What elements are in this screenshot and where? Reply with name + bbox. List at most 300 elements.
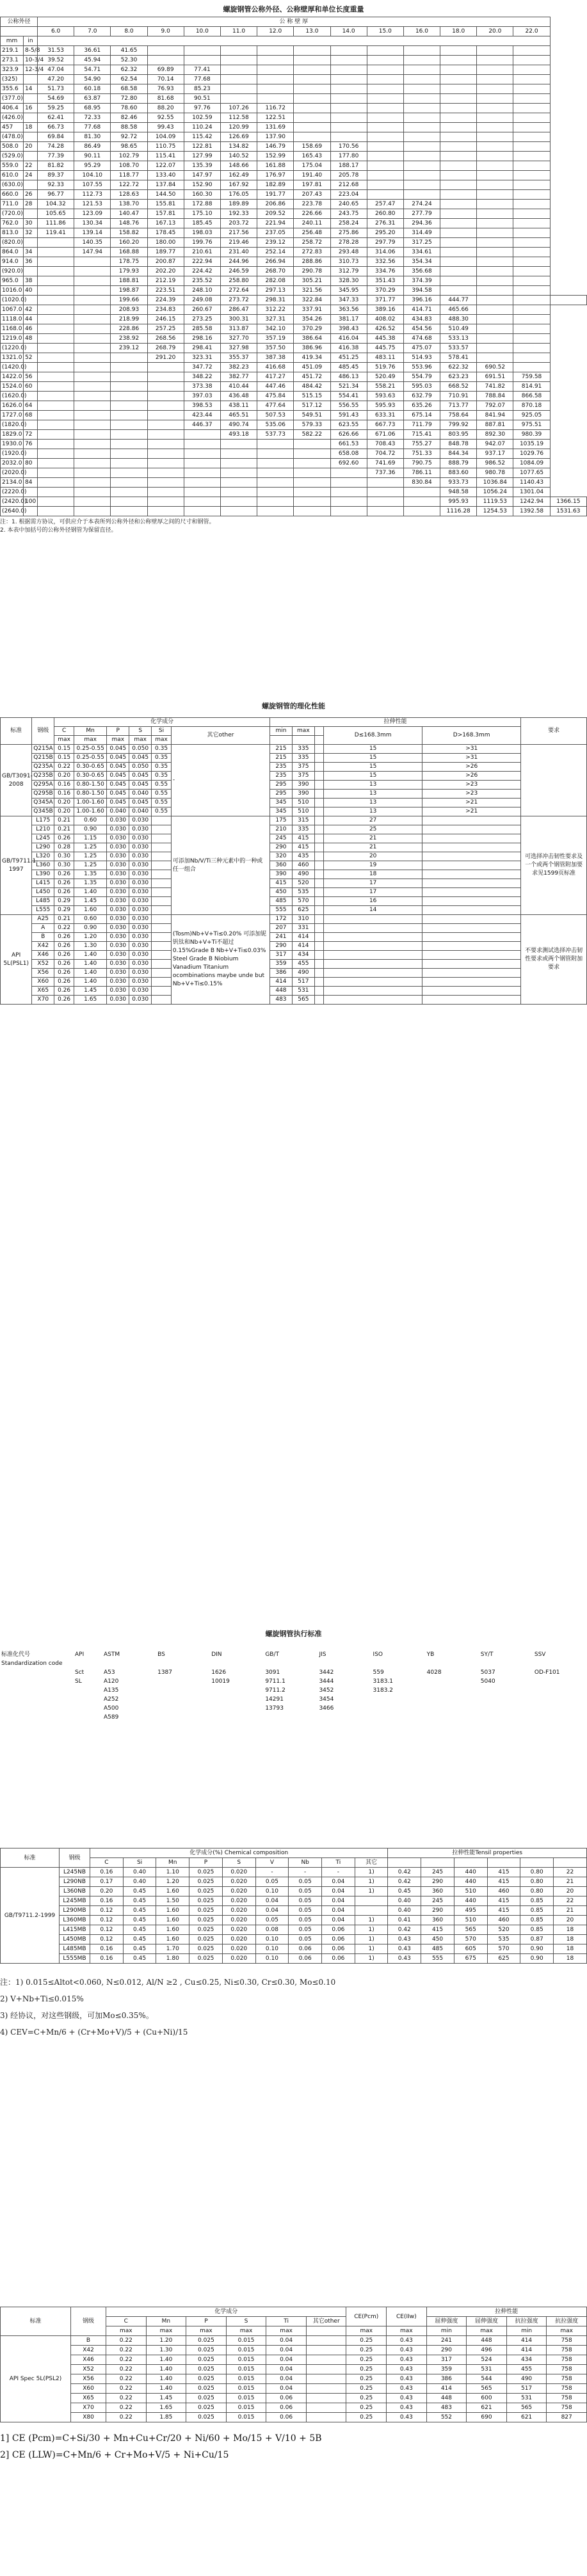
weight-cell: 387.38 — [257, 353, 294, 363]
table-row — [1, 468, 587, 478]
value-cell: L290 — [32, 843, 54, 852]
weight-cell — [513, 113, 550, 123]
weight-cell — [294, 75, 330, 84]
value-cell: L555 — [32, 906, 54, 915]
std-col-header: SY/T — [480, 1651, 494, 1658]
weight-cell: 172.88 — [184, 200, 220, 209]
ce2-header: CE(IIw) — [387, 2307, 427, 2326]
element-header: P — [107, 727, 129, 736]
weight-cell: 182.89 — [257, 180, 294, 190]
standard-cell: API Spec 5L(PSL2) — [1, 2336, 71, 2422]
value-cell — [422, 924, 521, 933]
weight-cell — [440, 142, 477, 152]
max-label: max — [74, 736, 106, 745]
weight-cell: 342.10 — [257, 324, 294, 334]
value-cell — [152, 996, 172, 1005]
weight-cell: 285.58 — [184, 324, 220, 334]
value-cell: 520 — [292, 879, 314, 888]
value-cell: 555 — [269, 906, 292, 915]
value-cell: 0.025 — [186, 2346, 227, 2355]
value-cell: 0.06 — [266, 2394, 307, 2403]
weight-cell: 758.64 — [440, 411, 477, 420]
weight-cell: 517.12 — [294, 401, 330, 411]
weight-cell — [513, 46, 550, 56]
weight-cell — [513, 276, 550, 286]
weight-cell: 690.52 — [477, 363, 513, 372]
weight-cell — [403, 104, 440, 113]
value-cell: 1.35 — [74, 870, 106, 879]
in-label: in — [24, 36, 38, 46]
weight-cell — [38, 344, 74, 353]
weight-cell: 206.86 — [257, 200, 294, 209]
section-title: 螺旋钢管执行标准 — [265, 1630, 322, 1638]
weight-cell — [111, 459, 147, 468]
value-cell: X70 — [71, 2403, 106, 2413]
inch-cell: 38 — [24, 276, 38, 286]
value-cell: 0.030 — [129, 843, 152, 852]
weight-cell: 398.53 — [184, 401, 220, 411]
tensile-subheader — [388, 1858, 421, 1868]
value-cell: 0.25 — [346, 2374, 387, 2384]
inch-cell: 26 — [24, 190, 38, 200]
value-cell: 570 — [487, 1944, 520, 1954]
value-cell: 1.15 — [74, 834, 106, 843]
tensile-subheader — [421, 1858, 454, 1868]
table-row — [1, 745, 587, 754]
weight-cell — [74, 430, 111, 440]
weight-cell: 97.76 — [184, 104, 220, 113]
inch-cell: 44 — [24, 315, 38, 324]
od-cell: 457 — [1, 123, 24, 132]
weight-cell: 90.11 — [74, 152, 111, 161]
value-cell: 565 — [467, 2384, 507, 2394]
weight-cell: 52.30 — [111, 56, 147, 65]
value-cell: 0.025 — [189, 1954, 223, 1964]
element-header: 其它 — [355, 1858, 388, 1868]
weight-cell — [74, 459, 111, 468]
weight-cell — [367, 488, 403, 497]
inch-cell: 24 — [24, 171, 38, 180]
section-title: 螺旋钢管公称外径、公称壁厚和单位长度重量 — [223, 5, 364, 13]
value-cell: X70 — [32, 996, 54, 1005]
weight-cell: 185.45 — [184, 219, 220, 228]
weight-cell: 486.13 — [330, 372, 367, 382]
value-cell: 1.25 — [74, 861, 106, 870]
weight-cell: 126.69 — [220, 132, 257, 142]
value-cell: 0.60 — [74, 816, 106, 825]
value-cell — [314, 790, 323, 799]
weight-cell: 268.56 — [147, 334, 184, 344]
od-cell: 1067.0 — [1, 305, 24, 315]
weight-cell — [38, 276, 74, 286]
value-cell: 0.30-0.65 — [74, 772, 106, 781]
value-cell: 1) — [355, 1877, 388, 1887]
value-cell: 0.29 — [54, 897, 74, 906]
value-cell: 0.15 — [54, 745, 74, 754]
weight-cell: 298.31 — [257, 296, 294, 305]
weight-cell — [513, 200, 550, 209]
weight-cell: 313.87 — [220, 324, 257, 334]
weight-cell — [220, 488, 257, 497]
tensile-subheader: 抗拉强度 — [506, 2317, 547, 2326]
table-row — [1, 276, 587, 286]
weight-cell: 257.25 — [147, 324, 184, 334]
value-cell: 390 — [292, 781, 314, 790]
value-cell: 15 — [324, 772, 422, 781]
weight-cell: 788.84 — [477, 392, 513, 401]
weight-cell: 78.60 — [111, 104, 147, 113]
weight-cell: 866.58 — [513, 392, 550, 401]
value-cell: 0.29 — [54, 906, 74, 915]
value-cell: 0.05 — [255, 1877, 289, 1887]
value-cell: 0.045 — [107, 772, 129, 781]
value-cell: 0.040 — [129, 807, 152, 816]
value-cell: L390 — [32, 870, 54, 879]
weight-cell: 104.10 — [74, 171, 111, 180]
table-row — [1, 459, 587, 468]
value-cell — [306, 2374, 346, 2384]
other-cell: (Tosm)Nb+V+Ti≤0.20% 可添加铌钒钛和Nb+V+Ti不超过0.15%Grade B Nb+V+Ti≤0.03% Steel Grade B Niobium Vanadium Titanium ocombinations maybe unde but Nb+V+Ti≤0.15% — [171, 915, 269, 1005]
od-cell: (1820.0) — [1, 420, 24, 430]
weight-cell: 297.79 — [367, 238, 403, 248]
weight-cell: 1029.76 — [513, 449, 550, 459]
value-cell — [152, 888, 172, 897]
weight-cell: 223.04 — [330, 190, 367, 200]
value-cell: 0.030 — [107, 951, 129, 960]
weight-cell: 549.51 — [294, 411, 330, 420]
weight-cell: 105.65 — [38, 209, 74, 219]
weight-cell — [440, 104, 477, 113]
std-cell — [264, 1713, 318, 1722]
weight-cell: 751.33 — [403, 449, 440, 459]
value-cell: 0.12 — [90, 1906, 124, 1916]
table-row — [1, 411, 587, 420]
weight-cell — [257, 459, 294, 468]
weight-cell: 248.10 — [184, 286, 220, 296]
value-cell: 0.25 — [346, 2394, 387, 2403]
value-cell — [152, 816, 172, 825]
weight-cell — [147, 468, 184, 478]
weight-cell: 414.71 — [403, 305, 440, 315]
value-cell: X60 — [71, 2384, 106, 2394]
weight-cell: 790.75 — [403, 459, 440, 468]
value-cell: 455 — [506, 2365, 547, 2374]
weight-cell — [513, 219, 550, 228]
value-cell: 0.45 — [123, 1896, 156, 1906]
weight-cell — [477, 296, 513, 305]
remark-cell: 不要求测试选择冲击韧性要求或两个钢管附加要求 — [521, 915, 587, 1005]
weight-cell — [74, 401, 111, 411]
std-cell — [533, 1713, 587, 1722]
value-cell: 0.10 — [255, 1887, 289, 1896]
weight-cell: 131.69 — [257, 123, 294, 132]
weight-cell — [74, 344, 111, 353]
weight-cell — [38, 420, 74, 430]
weight-cell — [147, 440, 184, 449]
value-cell: 25 — [324, 825, 422, 834]
weight-cell: 298.41 — [184, 344, 220, 353]
inch-cell: 40 — [24, 286, 38, 296]
value-cell — [422, 960, 521, 969]
weight-cell: 293.48 — [330, 248, 367, 257]
weight-cell: 933.73 — [440, 478, 477, 488]
table-row — [0, 1650, 587, 1659]
value-cell: 565 — [292, 996, 314, 1005]
value-cell: 0.04 — [266, 2346, 307, 2355]
value-cell — [355, 1896, 388, 1906]
value-cell: 0.050 — [129, 763, 152, 772]
table-row — [1, 772, 587, 781]
value-cell: 0.25 — [346, 2384, 387, 2394]
value-cell: 0.21 — [54, 825, 74, 834]
value-cell: 0.04 — [266, 2374, 307, 2384]
value-cell: 0.025 — [186, 2394, 227, 2403]
grade-header: 钢级 — [32, 718, 54, 745]
value-cell: 0.06 — [266, 2403, 307, 2413]
od-cell: 610.0 — [1, 171, 24, 180]
element-header: C — [54, 727, 74, 736]
value-cell: 531 — [506, 2394, 547, 2403]
value-cell: 0.43 — [387, 2365, 427, 2374]
weight-cell — [38, 324, 74, 334]
value-cell: 0.025 — [186, 2413, 227, 2422]
value-cell — [314, 987, 323, 996]
weight-cell: 77.68 — [74, 123, 111, 132]
max-label: max — [152, 736, 172, 745]
table-row — [1, 180, 587, 190]
weight-cell — [38, 267, 74, 276]
weight-cell — [294, 132, 330, 142]
value-cell: 1.40 — [74, 978, 106, 987]
value-cell: 0.15 — [54, 754, 74, 763]
weight-cell: 294.36 — [403, 219, 440, 228]
weight-cell — [477, 334, 513, 344]
weight-cell — [440, 75, 477, 84]
weight-cell: 148.66 — [220, 161, 257, 171]
weight-cell: 389.16 — [367, 305, 403, 315]
weight-cell: 314.06 — [367, 248, 403, 257]
thickness-header: 20.0 — [477, 27, 513, 36]
value-cell: 0.030 — [129, 879, 152, 888]
table-row — [1, 324, 587, 334]
weight-cell — [38, 401, 74, 411]
tensile-subheader: 抗拉强度 — [547, 2317, 587, 2326]
blank-cell — [0, 1668, 74, 1677]
weight-cell — [367, 161, 403, 171]
value-cell: 0.025 — [189, 1944, 223, 1954]
weight-cell — [403, 132, 440, 142]
value-cell: 0.20 — [54, 799, 74, 807]
weight-cell: 423.44 — [184, 411, 220, 420]
value-cell: 0.045 — [107, 754, 129, 763]
weight-cell — [440, 209, 477, 219]
table-row — [1, 171, 587, 180]
weight-cell: 465.51 — [220, 411, 257, 420]
value-cell: 0.030 — [107, 978, 129, 987]
thickness-header: 6.0 — [38, 27, 74, 36]
weight-cell — [111, 392, 147, 401]
section-od-weight — [0, 4, 587, 535]
weight-cell — [477, 305, 513, 315]
element-header: C — [90, 1858, 124, 1868]
weight-cell: 300.31 — [220, 315, 257, 324]
value-cell: 17 — [324, 879, 422, 888]
weight-cell: 160.30 — [184, 190, 220, 200]
weight-cell: 268.70 — [257, 267, 294, 276]
weight-cell — [403, 84, 440, 94]
value-cell: Q295A — [32, 781, 54, 790]
weight-cell: 515.15 — [294, 392, 330, 401]
weight-cell — [257, 449, 294, 459]
std-cell: 13793 — [265, 1705, 284, 1712]
weight-cell — [111, 353, 147, 363]
weight-cell: 1084.09 — [513, 459, 550, 468]
value-cell: 18 — [324, 870, 422, 879]
weight-cell — [184, 56, 220, 65]
od-cell: 559.0 — [1, 161, 24, 171]
weight-cell: 1119.53 — [477, 497, 513, 507]
value-cell: 360 — [421, 1887, 454, 1896]
weight-cell — [257, 94, 294, 104]
table-row — [1, 104, 587, 113]
value-cell: 21 — [324, 843, 422, 852]
value-cell: 1.40 — [146, 2365, 186, 2374]
value-cell: 0.025 — [189, 1906, 223, 1916]
value-cell: 0.80-1.50 — [74, 781, 106, 790]
std-cell — [156, 1686, 210, 1695]
weight-cell — [513, 248, 550, 257]
value-cell: 0.04 — [266, 2336, 307, 2346]
weight-cell: 595.03 — [403, 382, 440, 392]
inch-cell: 18 — [24, 123, 38, 132]
weight-cell: 533.13 — [440, 334, 477, 344]
value-cell: 0.025 — [189, 1877, 223, 1887]
weight-cell: 514.93 — [403, 353, 440, 363]
std-header: 标准 — [1, 1849, 60, 1868]
weight-cell — [220, 468, 257, 478]
value-cell: 414 — [269, 978, 292, 987]
weight-cell: 386.96 — [294, 344, 330, 353]
od-cell: 1524.0 — [1, 382, 24, 392]
section-properties — [0, 701, 587, 1005]
value-cell: 0.40 — [123, 1868, 156, 1877]
value-cell: 0.025 — [186, 2355, 227, 2365]
weight-cell: 119.41 — [38, 228, 74, 238]
value-cell: 415 — [292, 834, 314, 843]
weight-cell: 314.49 — [403, 228, 440, 238]
value-cell: 317 — [269, 951, 292, 960]
value-cell: 0.030 — [107, 915, 129, 924]
weight-cell — [477, 267, 513, 276]
weight-cell: 710.91 — [440, 392, 477, 401]
weight-cell: 45.94 — [74, 56, 111, 65]
weight-cell: 167.92 — [220, 180, 257, 190]
weight-cell — [111, 468, 147, 478]
table-row — [1, 924, 587, 933]
std-cell — [372, 1713, 426, 1722]
weight-cell: 715.41 — [403, 430, 440, 440]
weight-cell: 258.72 — [294, 238, 330, 248]
weight-cell: 198.87 — [111, 286, 147, 296]
std-col-header: DIN — [211, 1651, 222, 1658]
value-cell: 13 — [324, 799, 422, 807]
weight-cell: 158.82 — [111, 228, 147, 238]
value-cell: 0.25 — [346, 2355, 387, 2365]
weight-cell — [403, 507, 440, 516]
od-cell: (1220.0) — [1, 344, 24, 353]
weight-cell — [184, 459, 220, 468]
value-cell: 440 — [454, 1877, 487, 1887]
weight-cell — [513, 267, 550, 276]
table-row — [1, 363, 587, 372]
weight-cell — [294, 507, 330, 516]
weight-cell — [513, 296, 550, 305]
element-header: Ti — [266, 2317, 307, 2326]
weight-cell: 1301.04 — [513, 488, 550, 497]
weight-cell — [330, 75, 367, 84]
value-cell: 15 — [324, 745, 422, 754]
value-cell — [422, 852, 521, 861]
weight-cell: 417.27 — [257, 372, 294, 382]
weight-cell — [257, 440, 294, 449]
value-cell: 0.020 — [222, 1868, 255, 1877]
note-line: 注：1) 0.015≤Altot<0.060, N≤0.012, Al/N ≥2 , Cu≤0.25, Ni≤0.30, Cr≤0.30, Mo≤0.10 — [0, 1978, 336, 1987]
value-cell — [324, 924, 422, 933]
table-row — [1, 2394, 587, 2403]
weight-cell: 188.81 — [111, 276, 147, 286]
weight-cell — [550, 296, 586, 305]
weight-cell — [147, 478, 184, 488]
value-cell: 0.22 — [106, 2336, 147, 2346]
weight-cell — [294, 123, 330, 132]
inch-cell: 34 — [24, 248, 38, 257]
weight-cell — [367, 75, 403, 84]
value-cell: 0.22 — [106, 2365, 147, 2374]
tensile-subheader: 屈伸强度 — [426, 2317, 467, 2326]
weight-cell: 81.82 — [38, 161, 74, 171]
tensile-subheader — [454, 1858, 487, 1868]
value-cell: 13 — [324, 790, 422, 799]
table-row — [1, 190, 587, 200]
weight-cell — [330, 488, 367, 497]
value-cell: 460 — [487, 1887, 520, 1896]
value-cell: 460 — [292, 861, 314, 870]
std-cell — [372, 1704, 426, 1713]
weight-cell: 446.37 — [184, 420, 220, 430]
weight-cell: 593.63 — [367, 392, 403, 401]
table-row — [1, 488, 587, 497]
value-cell: 0.025 — [186, 2336, 227, 2346]
weight-cell: 668.52 — [440, 382, 477, 392]
od-cell: (630.0) — [1, 180, 24, 190]
value-cell: 0.025 — [189, 1925, 223, 1935]
value-cell: 0.06 — [322, 1925, 355, 1935]
od-cell: 864.0 — [1, 248, 24, 257]
grade-header: 钢级 — [60, 1849, 90, 1868]
value-cell: 0.05 — [289, 1925, 322, 1935]
std-cell: 9711.1 — [265, 1678, 285, 1685]
std-cell: 14291 — [265, 1696, 284, 1703]
weight-cell: 1056.24 — [477, 488, 513, 497]
value-cell: L450MB — [60, 1935, 90, 1944]
weight-cell: 272.83 — [294, 248, 330, 257]
weight-cell: 704.72 — [367, 449, 403, 459]
element-header: Mn — [156, 1858, 189, 1868]
weight-cell: 298.16 — [184, 334, 220, 344]
weight-cell — [367, 123, 403, 132]
value-cell: 375 — [292, 763, 314, 772]
value-cell — [324, 942, 422, 951]
